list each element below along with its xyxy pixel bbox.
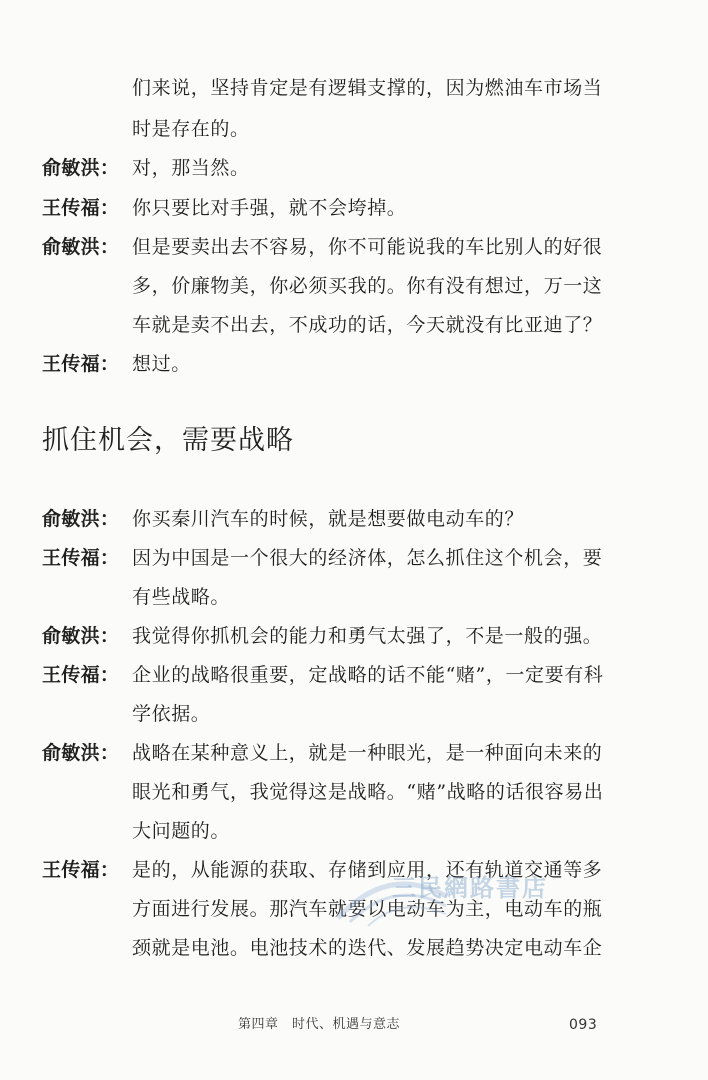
dialogue-text: 你只要比对手强，就不会垮掉。 <box>132 197 407 219</box>
dialogue-text: 方面进行发展。那汽车就要以电动车为主，电动车的瓶 <box>132 898 603 920</box>
speaker-label: 俞敏洪： <box>42 625 120 647</box>
speaker-label: 俞敏洪： <box>42 157 120 179</box>
speaker-label: 王传福： <box>42 859 120 881</box>
dialogue-text: 战略在某种意义上，就是一种眼光，是一种面向未来的 <box>132 742 603 764</box>
speaker-label: 俞敏洪： <box>42 742 120 764</box>
dialogue-text: 颈就是电池。电池技术的迭代、发展趋势决定电动车企 <box>132 937 603 959</box>
dialogue-text: 眼光和勇气，我觉得这是战略。“赌”战略的话很容易出 <box>132 781 604 803</box>
dialogue-text: 大问题的。 <box>132 820 231 842</box>
dialogue-text: 们来说，坚持肯定是有逻辑支撑的，因为燃油车市场当 <box>132 77 603 99</box>
speaker-label: 王传福： <box>42 353 120 375</box>
dialogue-text: 时是存在的。 <box>132 118 250 140</box>
page-number: 093 <box>569 1017 598 1033</box>
dialogue-text: 因为中国是一个很大的经济体，怎么抓住这个机会，要 <box>132 547 603 569</box>
dialogue-text: 企业的战略很重要，定战略的话不能“赌”，一定要有科 <box>132 664 604 686</box>
dialogue-text: 车就是卖不出去，不成功的话，今天就没有比亚迪了？ <box>132 314 603 336</box>
dialogue-text: 有些战略。 <box>132 586 231 608</box>
speaker-label: 俞敏洪： <box>42 236 120 258</box>
dialogue-text: 想过。 <box>132 353 191 375</box>
speaker-label: 王传福： <box>42 197 120 219</box>
dialogue-text: 是的，从能源的获取、存储到应用，还有轨道交通等多 <box>132 859 603 881</box>
dialogue-text: 你买秦川汽车的时候，就是想要做电动车的？ <box>132 508 525 530</box>
running-footer-chapter: 第四章 时代、机遇与意志 <box>238 1017 401 1032</box>
dialogue-text: 对，那当然。 <box>132 157 250 179</box>
speaker-label: 王传福： <box>42 547 120 569</box>
speaker-label: 王传福： <box>42 664 120 686</box>
dialogue-text: 但是要卖出去不容易，你不可能说我的车比别人的好很 <box>132 236 603 258</box>
watermark-text: 三民網路書店 <box>392 874 548 902</box>
dialogue-text: 学依据。 <box>132 703 211 725</box>
speaker-label: 俞敏洪： <box>42 508 120 530</box>
section-heading: 抓住机会，需要战略 <box>42 425 294 456</box>
dialogue-text: 多，价廉物美，你必须买我的。你有没有想过，万一这 <box>132 275 603 297</box>
dialogue-text: 我觉得你抓机会的能力和勇气太强了，不是一般的强。 <box>132 625 603 647</box>
